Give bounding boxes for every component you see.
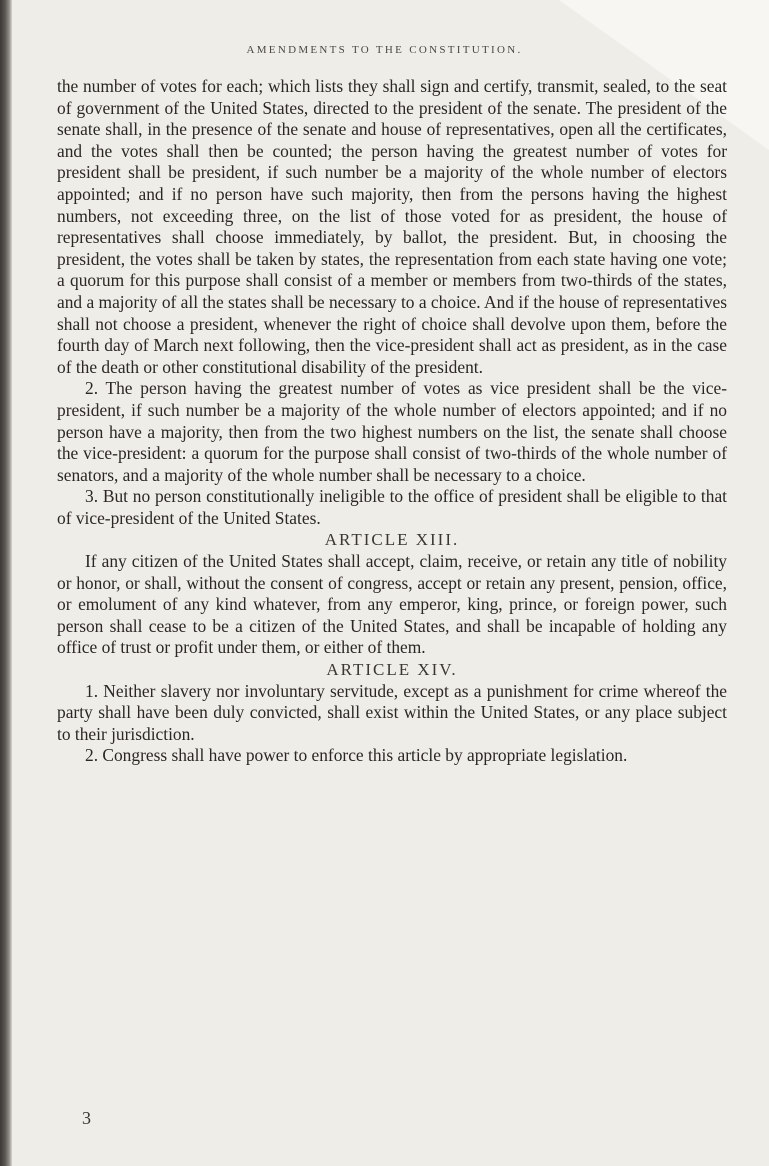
page-body [57,76,727,767]
article-14-section-2: 2. Congress shall have power to enforce this article by appropriate legislation. [85,745,628,766]
paragraph-eligibility: 3. But no person constitutionally ineligible to the office of president shall be eligible to that of vice-president of the United States. [57,486,727,528]
paragraph-vice-president: 2. The person having the greatest number of votes as vice president shall be the vice-president, if such number be a majority of the whole number of electors appointed; and if no person have a majority, then from the two highest numbers on the list, the senate shall choose the vice-president: a quorum for the purpose shall consist of two-thirds of the whole number of senators, and a majority of the whole number shall be necessary to a choice. [57,378,727,485]
article-13-title: ARTICLE XIII. [324,530,460,550]
running-head: AMENDMENTS TO THE CONSTITUTION. [246,44,523,56]
book-binding-edge [0,0,12,1166]
paragraph-electoral-count: the number of votes for each; which lists they shall sign and certify, transmit, sealed, to the seat of government of the United States, directed to the president of the senate. The president of the senate shall, in the presence of the senate and house of representatives, open all the certificates, and the votes shall then be counted; the person having the greatest number of votes for president shall be president, if such number be a majority of the whole number of electors appointed; and if no person have such majority, then from the persons having the highest numbers, not exceeding three, on the list of those voted for as president, the house of representatives shall choose immediately, by ballot, the president. But, in choosing the president, the votes shall be taken by states, the representation from each state having one vote; a quorum for this purpose shall consist of a member or members from two-thirds of the states, and a majority of all the states shall be necessary to a choice. And if the house of representatives shall not choose a president, whenever the right of choice shall devolve upon them, before the fourth day of March next following, then the vice-president shall act as president, as in the case of the death or other constitutional disability of the president. [57,76,727,377]
article-14-title: ARTICLE XIV. [326,660,458,680]
article-13-text: If any citizen of the United States shall accept, claim, receive, or retain any title of nobility or honor, or shall, without the consent of congress, accept or retain any present, pension, office, or emolument of any kind whatever, from any emperor, king, prince, or foreign power, such person shall cease to be a citizen of the United States, and shall be incapable of holding any office of trust or profit under them, or either of them. [57,551,727,658]
article-14-section-1: 1. Neither slavery nor involuntary servitude, except as a punishment for crime whereof the party shall have been duly convicted, shall exist within the United States, or any place subject to their jurisdiction. [57,680,727,744]
page-number: 3 [82,1108,91,1128]
